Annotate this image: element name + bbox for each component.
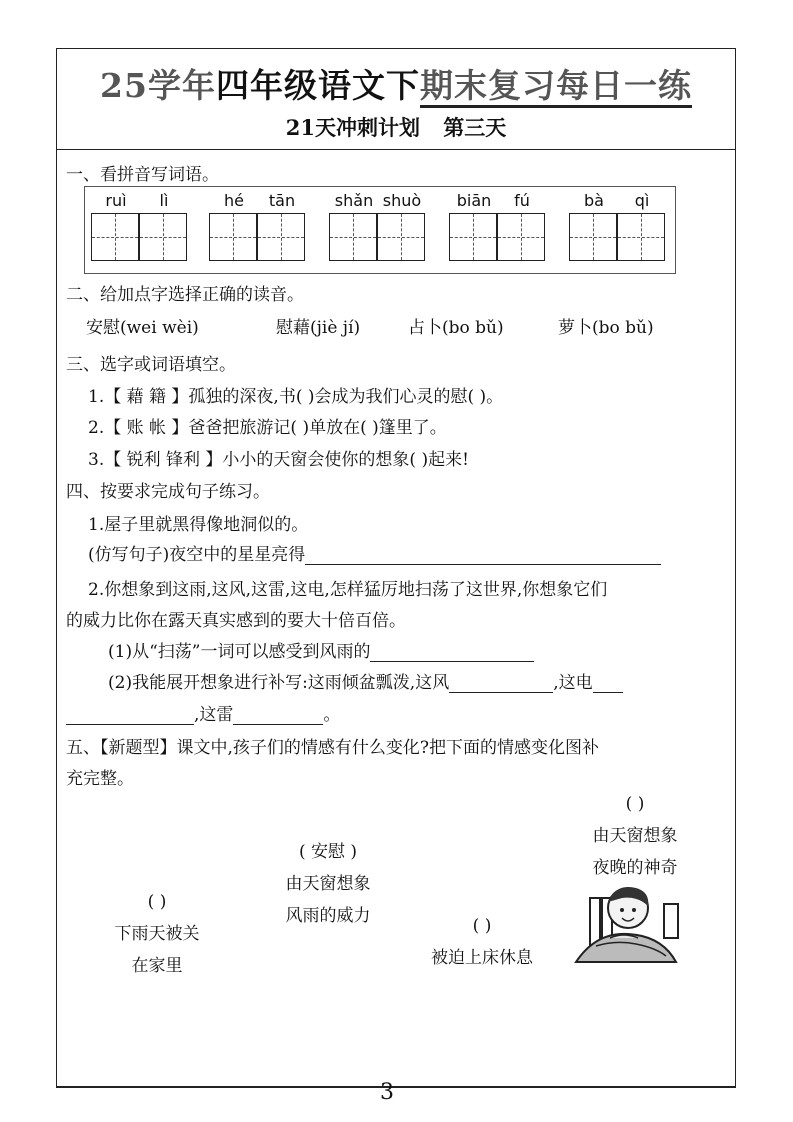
answer-blank[interactable] (233, 706, 323, 725)
emotion-blank[interactable]: ( ) (625, 794, 645, 814)
pinyin-label: qì (634, 191, 650, 210)
section5-heading-cont: 充完整。 (66, 769, 134, 789)
emotion-scene: 被迫上床休息 (431, 948, 533, 968)
emotion-scene: 由天窗想象 (592, 826, 678, 846)
writing-cell[interactable] (257, 213, 305, 261)
sub-question-2 (108, 668, 623, 693)
pinyin-label: bà (584, 191, 604, 210)
emotion-blank[interactable]: ( ) (147, 892, 167, 912)
fill-question-3: 3.【 锐利 锋利 】小小的天窗会使你的想象( )起来! (88, 450, 469, 470)
answer-blank[interactable] (449, 674, 553, 693)
writing-cell[interactable] (329, 213, 377, 261)
sub-question-text: ,这雷 (194, 705, 234, 725)
emotion-node-2 (266, 836, 390, 932)
pinyin-label: shǎn (334, 191, 374, 210)
pinyin-label: biān (456, 191, 492, 210)
answer-blank[interactable] (305, 546, 661, 565)
writing-cell[interactable] (449, 213, 497, 261)
fill-question-1: 1.【 藉 籍 】孤独的深夜,书( )会成为我们心灵的慰( )。 (88, 387, 504, 407)
subtitle-plan: 21天冲刺计划 (285, 115, 420, 140)
emotion-scene: 夜晚的神奇 (592, 858, 678, 878)
answer-blank[interactable] (593, 674, 623, 693)
page-number: 3 (380, 1080, 394, 1105)
pinyin-label: fú (514, 191, 530, 210)
sub-question-text: ,这电 (553, 673, 593, 693)
emotion-scene: 下雨天被关 (114, 924, 200, 944)
passage-line: 2.你想象到这雨,这风,这雷,这电,怎样猛厉地扫荡了这世界,你想象它们 (88, 580, 608, 600)
writing-cell[interactable] (209, 213, 257, 261)
emotion-answer: ( 安慰 ) (298, 842, 358, 862)
sub-question-text: 。 (323, 705, 341, 725)
sub-question-2-cont (66, 700, 340, 725)
pinyin-box (84, 186, 676, 274)
reading-item: 萝卜(bo bǔ) (558, 318, 654, 338)
fill-question-2: 2.【 账 帐 】爸爸把旅游记( )单放在( )篷里了。 (88, 418, 447, 438)
section3-heading: 三、选字或词语填空。 (66, 355, 236, 375)
pinyin-label: hé (224, 191, 244, 210)
section2-heading: 二、给加点字选择正确的读音。 (66, 285, 304, 305)
section5-heading: 五、【新题型】课文中,孩子们的情感有什么变化?把下面的情感变化图补 (66, 738, 600, 758)
pinyin-label: lì (159, 191, 169, 210)
section1-heading: 一、看拼音写词语。 (66, 165, 219, 185)
emotion-scene: 由天窗想象 (285, 874, 371, 894)
passage-line: 的威力比你在露天真实感到的要大十倍百倍。 (66, 611, 406, 631)
sub-question-text: (1)从“扫荡”一词可以感受到风雨的 (108, 642, 371, 662)
section4-heading: 四、按要求完成句子练习。 (66, 482, 270, 502)
emotion-node-3 (414, 910, 550, 974)
sub-question-text: (2)我能展开想象进行补写:这雨倾盆瓢泼,这风 (108, 673, 450, 693)
page-title (56, 60, 736, 107)
writing-cell[interactable] (569, 213, 617, 261)
title-year: 25学年 (100, 66, 216, 105)
subtitle-day: 第三天 (443, 115, 507, 140)
reading-item: 安慰(wei wèi) (86, 318, 199, 338)
pinyin-label: tān (268, 191, 296, 210)
title-grade: 四年级语文下 (215, 66, 420, 105)
pinyin-label: shuò (382, 191, 422, 210)
sub-question-1 (108, 637, 534, 662)
emotion-scene: 在家里 (131, 956, 183, 976)
writing-cell[interactable] (377, 213, 425, 261)
emotion-node-1 (98, 886, 216, 982)
emotion-blank[interactable]: ( ) (472, 916, 492, 936)
imitation-prompt (88, 540, 661, 565)
child-in-bed-illustration (566, 876, 686, 966)
reading-item: 慰藉(jiè jí) (276, 318, 361, 338)
title-review: 期末复习每日一练 (420, 66, 692, 108)
writing-cell[interactable] (617, 213, 665, 261)
imitation-text: (仿写句子)夜空中的星星亮得 (88, 545, 306, 565)
writing-cell[interactable] (497, 213, 545, 261)
answer-blank[interactable] (370, 643, 534, 662)
emotion-scene: 风雨的威力 (285, 906, 371, 926)
worksheet-header (56, 48, 736, 150)
writing-cell[interactable] (91, 213, 139, 261)
reading-item: 占卜(bo bǔ) (408, 318, 504, 338)
writing-cell[interactable] (139, 213, 187, 261)
emotion-node-4 (576, 788, 694, 884)
answer-blank[interactable] (66, 706, 194, 725)
page-subtitle (56, 112, 736, 142)
footer-rule (56, 1086, 736, 1087)
sentence-example: 1.屋子里就黑得像地洞似的。 (88, 515, 309, 535)
pinyin-label: ruì (105, 191, 127, 210)
